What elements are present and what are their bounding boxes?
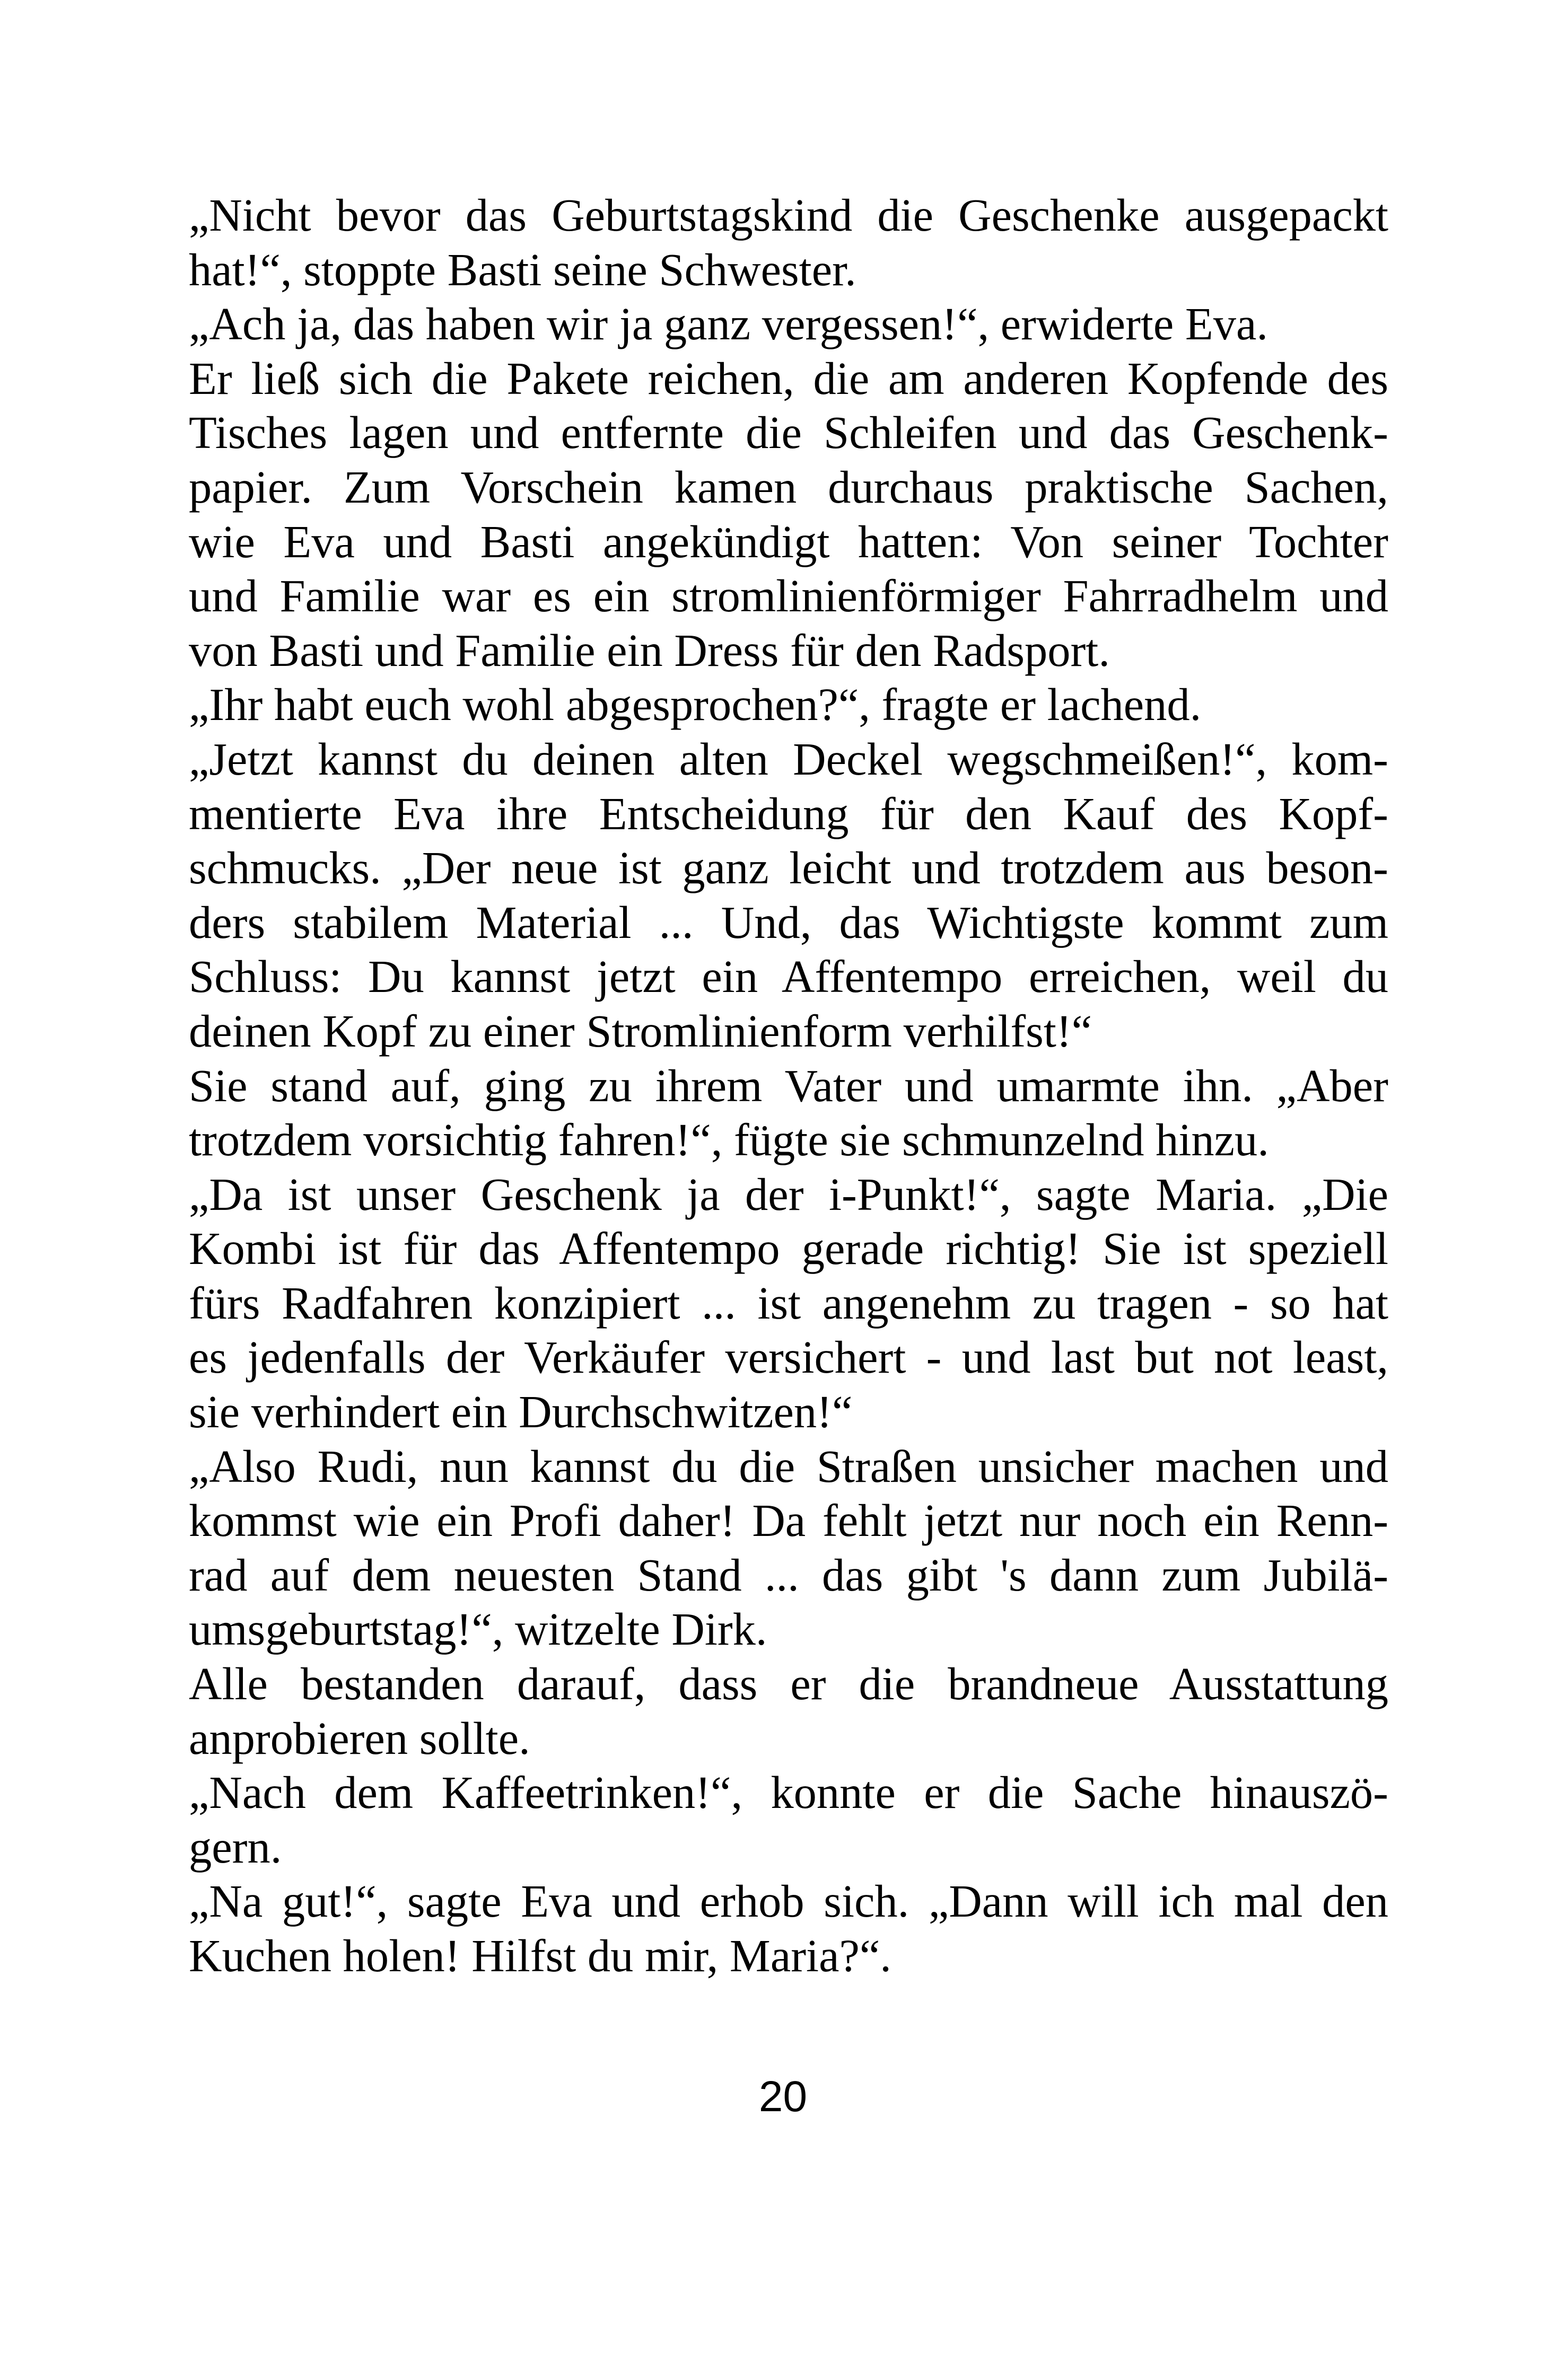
text-line: Kuchen holen! Hilfst du mir, Maria?“. (189, 1930, 891, 1981)
text-line: und Familie war es ein stromlinienförmiger Fahrradhelm und (189, 570, 1388, 622)
text-line: sie verhindert ein Durchschwitzen!“ (189, 1386, 853, 1438)
text-line: deinen Kopf zu einer Stromlinienform verhilfst!“ (189, 1005, 1092, 1057)
text-line: „Da ist unser Geschenk ja der i-Punkt!“, sagte Maria. „Die (189, 1169, 1388, 1220)
text-line: „Ihr habt euch wohl abgesprochen?“, fragte er lachend. (189, 679, 1202, 731)
text-line: „Jetzt kannst du deinen alten Deckel wegschmeißen!“, kom- (189, 733, 1388, 785)
text-line: ders stabilem Material ... Und, das Wichtigste kommt zum (189, 897, 1388, 948)
text-line: anprobieren sollte. (189, 1712, 530, 1764)
body-text (189, 188, 1388, 1983)
page-number: 20 (758, 2072, 808, 2121)
text-line: „Also Rudi, nun kannst du die Straßen unsicher machen und (189, 1441, 1388, 1492)
text-line: Alle bestanden darauf, dass er die brandneue Ausstattung (189, 1658, 1388, 1710)
text-line: papier. Zum Vorschein kamen durchaus praktische Sachen, (189, 461, 1388, 513)
text-line: hat!“, stoppte Basti seine Schwester. (189, 244, 856, 295)
text-line: es jedenfalls der Verkäufer versichert - und last but not least, (189, 1332, 1388, 1383)
text-line: Schluss: Du kannst jetzt ein Affentempo erreichen, weil du (189, 951, 1388, 1003)
text-line: „Ach ja, das haben wir ja ganz vergessen!“, erwiderte Eva. (189, 298, 1268, 350)
text-line: trotzdem vorsichtig fahren!“, fügte sie schmunzelnd hinzu. (189, 1114, 1269, 1166)
text-line: schmucks. „Der neue ist ganz leicht und trotzdem aus beson- (189, 842, 1388, 894)
text-line: fürs Radfahren konzipiert ... ist angenehm zu tragen - so hat (189, 1277, 1388, 1329)
text-line: Tisches lagen und entfernte die Schleifen und das Geschenk- (189, 407, 1388, 459)
text-line: von Basti und Familie ein Dress für den Radsport. (189, 625, 1110, 676)
text-line: gern. (189, 1821, 282, 1873)
text-line: wie Eva und Basti angekündigt hatten: Von seiner Tochter (189, 516, 1388, 567)
text-line: Sie stand auf, ging zu ihrem Vater und umarmte ihn. „Aber (189, 1060, 1388, 1111)
text-line: „Nicht bevor das Geburtstagskind die Geschenke ausgepackt (189, 190, 1388, 241)
text-line: „Nach dem Kaffeetrinken!“, konnte er die Sache hinauszö- (189, 1767, 1388, 1819)
text-line: „Na gut!“, sagte Eva und erhob sich. „Dann will ich mal den (189, 1876, 1388, 1927)
text-line: mentierte Eva ihre Entscheidung für den Kauf des Kopf- (189, 788, 1388, 839)
text-line: umsgeburtstag!“, witzelte Dirk. (189, 1604, 767, 1655)
text-line: Er ließ sich die Pakete reichen, die am anderen Kopfende des (189, 353, 1388, 404)
text-line: rad auf dem neuesten Stand ... das gibt 's dann zum Jubilä- (189, 1549, 1388, 1601)
text-line: kommst wie ein Profi daher! Da fehlt jetzt nur noch ein Renn- (189, 1495, 1388, 1547)
text-line: Kombi ist für das Affentempo gerade richtig! Sie ist speziell (189, 1223, 1388, 1275)
